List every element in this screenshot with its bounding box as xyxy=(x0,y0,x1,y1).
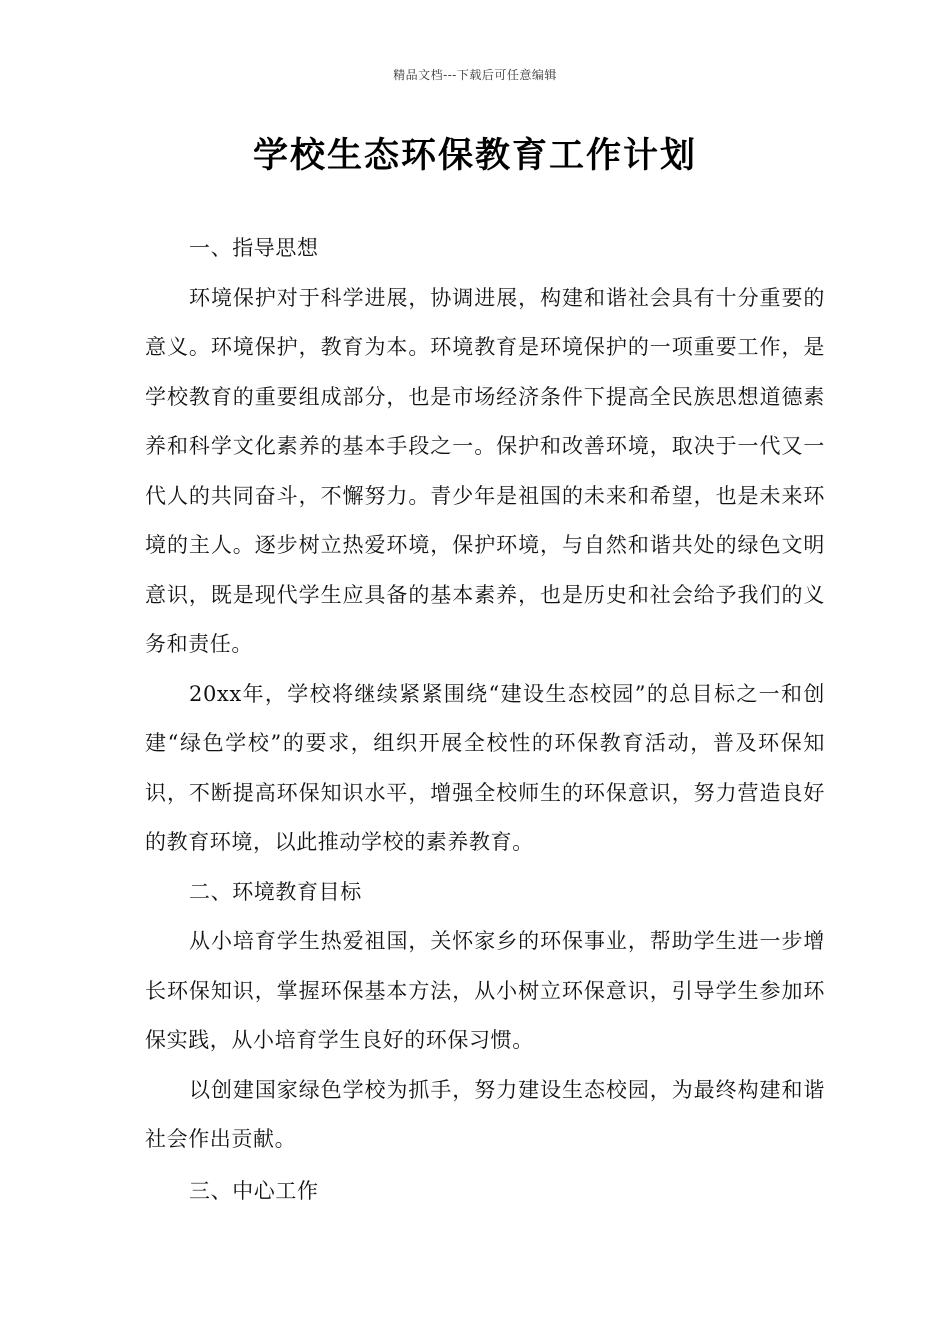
section-heading-education-goals: 二、环境教育目标 xyxy=(189,879,362,904)
paragraph-goals: 从小培育学生热爱祖国，关怀家乡的环保事业，帮助学生进一步增长环保知识，掌握环保基本方法，从小树立环保意识，引导学生参加环保实践，从小培育学生良好的环保习惯。 xyxy=(145,929,825,1052)
section-heading-guiding-ideology: 一、指导思想 xyxy=(189,236,319,260)
paragraph-importance: 环境保护对于科学进展，协调进展，构建和谐社会具有十分重要的意义。环境保护，教育为本。环境教育是环境保护的一项重要工作，是学校教育的重要组成部分，也是市场经济条件下提高全民族思想道德素养和科学文化素养的基本手段之一。保护和改善环境，取决于一代又一代人的共同奋斗，不懈努力。青少年是祖国的未来和希望，也是未来环境的主人。逐步树立热爱环境，保护环境，与自然和谐共处的绿色文明意识，既是现代学生应具备的基本素养，也是历史和社会给予我们的义务和责任。 xyxy=(145,285,825,656)
document-body xyxy=(145,224,825,1216)
paragraph-green-school: 以创建国家绿色学校为抓手，努力建设生态校园，为最终构建和谐社会作出贡献。 xyxy=(145,1077,825,1151)
document-title: 学校生态环保教育工作计划 xyxy=(252,136,697,176)
paragraph-annual-plan: 20xx年，学校将继续紧紧围绕“建设生态校园”的总目标之一和创建“绿色学校”的要求，组织开展全校性的环保教育活动，普及环保知识，不断提高环保知识水平，增强全校师生的环保意识，努力营造良好的教育环境，以此推动学校的素养教育。 xyxy=(145,681,825,854)
header-note: 精品文档---下载后可任意编辑 xyxy=(393,68,557,82)
section-heading-central-work: 三、中心工作 xyxy=(189,1178,319,1203)
